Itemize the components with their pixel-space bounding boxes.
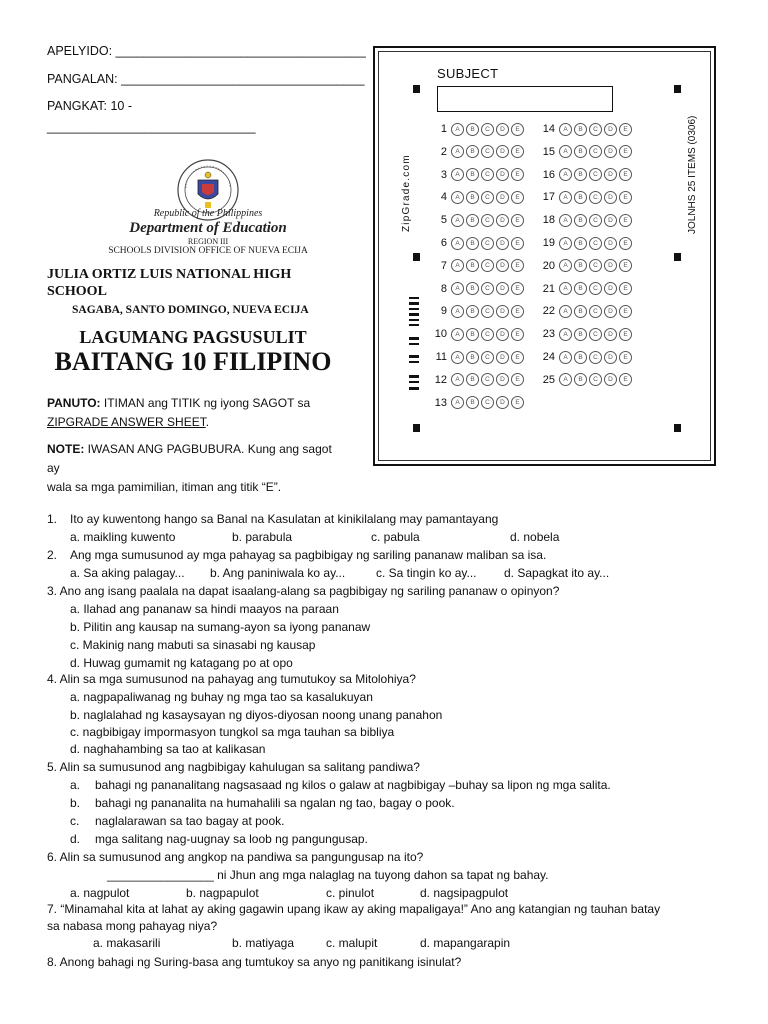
answer-bubble[interactable]: B [574,373,587,386]
q1-choice-d: d. nobela [510,530,560,544]
q3-choice-c: c. Makinig nang mabuti sa sinasabi ng kausap [70,638,316,652]
pangkat-field[interactable]: PANGKAT: 10 - [47,99,132,113]
zipgrade-sheet-ref: ZIPGRADE ANSWER SHEET [47,415,206,429]
answer-bubble[interactable]: B [574,282,587,295]
answer-bubble[interactable]: D [496,168,509,181]
answer-bubble[interactable]: D [496,145,509,158]
republic-text: Republic of the Philippines [153,208,263,219]
answer-bubble[interactable]: B [574,123,587,136]
answer-bubble[interactable]: C [481,328,494,341]
q4-choice-a: a. nagpapaliwanag ng buhay ng mga tao sa kasalukuyan [70,690,373,704]
answer-row-number: 5 [440,214,447,227]
answer-sheet-inner [378,51,711,461]
apelyido-field[interactable]: APELYIDO: ____________________________________ [47,44,366,58]
answer-bubble[interactable]: C [481,373,494,386]
answer-bubble[interactable]: A [559,328,572,341]
note-label: NOTE: [47,442,85,456]
answer-row [431,396,526,410]
answer-bubble[interactable]: B [466,237,479,250]
answer-bubble[interactable]: B [466,145,479,158]
answer-bubble[interactable]: E [619,328,632,341]
answer-bubble[interactable]: C [589,282,602,295]
q4-choice-d: d. naghahambing sa tao at kalikasan [70,742,266,756]
answer-bubble[interactable]: E [511,328,524,341]
subject-input-box[interactable] [437,86,613,112]
answer-bubble[interactable]: C [481,282,494,295]
answer-bubble[interactable]: E [511,396,524,409]
answer-bubble[interactable]: C [589,191,602,204]
answer-bubble[interactable]: D [604,259,617,272]
answer-bubble[interactable]: E [619,191,632,204]
answer-bubble[interactable]: E [511,259,524,272]
q4-stem: 4. Alin sa mga sumusunod na pahayag ang tumutukoy sa Mitolohiya? [47,672,416,686]
answer-bubble[interactable]: E [511,123,524,136]
answer-bubble[interactable]: E [619,237,632,250]
answer-bubble[interactable]: A [559,282,572,295]
answer-bubble[interactable]: A [559,351,572,364]
q7-choice-c: c. malupit [326,936,378,950]
answer-row-number: 16 [542,168,555,181]
answer-bubble[interactable]: B [466,396,479,409]
q4-choice-c: c. nagbibigay impormasyon tungkol sa mga tauhan sa bibliya [70,725,395,739]
q6-stem: 6. Alin sa sumusunod ang angkop na pandiwa sa pangungusap na ito? [47,850,424,864]
q5-choice-b: bahagi ng pananalita na humahalili sa ngalan ng tao, bagay o pook. [95,796,455,810]
pangkat-line: ______________________________ [47,120,256,134]
q1-stem: Ito ay kuwentong hango sa Banal na Kasulatan at kinikilalang may pamantayang [70,512,499,526]
q7-stem: 7. “Minamahal kita at lahat ay aking gagawin upang ikaw ay aking mapaligaya!” Ano ang katangian ng tauhan batay [47,902,661,916]
answer-bubble[interactable]: D [604,168,617,181]
answer-bubble[interactable]: E [619,123,632,136]
answer-row-number: 19 [542,237,555,249]
q3-choice-b: b. Pilitin ang kausap na sumang-ayon sa iyong pananaw [70,620,371,634]
answer-bubble[interactable]: C [589,259,602,272]
answer-bubble[interactable]: D [496,191,509,204]
q2-choice-a: a. Sa aking palagay... [70,566,185,580]
q5-label-a: a. [70,778,81,792]
answer-bubble[interactable]: C [589,305,602,318]
q7-stem-2: sa nabasa mong pahayag niya? [47,919,218,933]
answer-bubble[interactable]: C [481,305,494,318]
answer-bubble[interactable]: B [466,259,479,272]
answer-row-number: 8 [440,282,447,295]
answer-row [539,168,634,182]
q3-choice-a: a. Ilahad ang pananaw sa hindi maayos na paraan [70,602,339,616]
answer-row-number: 6 [440,237,447,249]
answer-row [539,282,634,296]
alignment-mark [413,424,420,432]
panuto-text: ITIMAN ang TITIK ng iyong SAGOT sa [100,396,311,410]
answer-bubble[interactable]: B [574,351,587,364]
answer-bubble[interactable]: B [574,328,587,341]
answer-bubble[interactable]: A [451,237,464,250]
answer-bubble[interactable]: A [559,145,572,158]
answer-bubble[interactable]: D [496,259,509,272]
answer-bubble[interactable]: C [589,328,602,341]
answer-bubble[interactable]: C [481,145,494,158]
q5-stem: 5. Alin sa sumusunod ang nagbibigay kahulugan sa salitang pandiwa? [47,760,420,774]
answer-row-number: 2 [440,145,447,158]
answer-bubble[interactable]: D [496,328,509,341]
answer-row-number: 25 [542,373,555,386]
answer-bubble[interactable]: A [451,123,464,136]
q1-choice-c: c. pabula [371,530,420,544]
grade-subject-title: BAITANG 10 FILIPINO [54,347,332,376]
answer-bubble[interactable]: B [574,237,587,250]
answer-bubble[interactable]: B [466,351,479,364]
answer-bubble[interactable]: D [604,237,617,250]
answer-row [431,122,526,136]
answer-bubble[interactable]: B [574,168,587,181]
answer-bubble[interactable]: B [466,168,479,181]
q6-sentence: ________________ ni Jhun ang mga nalaglag na tuyong dahon sa tapat ng bahay. [107,868,549,882]
panuto-block [47,394,347,432]
answer-row [431,236,526,250]
answer-bubble[interactable]: C [481,123,494,136]
note-block [47,440,347,497]
answer-bubble[interactable]: C [481,214,494,227]
q3-choice-d: d. Huwag gumamit ng katagang po at opo [70,656,293,670]
answer-bubble[interactable]: E [511,237,524,250]
answer-bubble[interactable]: C [589,373,602,386]
answer-bubble[interactable]: D [496,351,509,364]
q2-choice-c: c. Sa tingin ko ay... [376,566,477,580]
q5-choice-c: naglalarawan sa tao bagay at pook. [95,814,285,828]
q2-number: 2. [47,548,58,562]
answer-row [539,213,634,227]
answer-bubble[interactable]: A [451,305,464,318]
answer-bubble[interactable]: E [619,145,632,158]
answer-bubble[interactable]: B [466,305,479,318]
school-address: SAGABA, SANTO DOMINGO, NUEVA ECIJA [72,304,309,316]
q8-stem: 8. Anong bahagi ng Suring-basa ang tumtukoy sa anyo ng panitikang isinulat? [47,955,462,969]
q3-stem: 3. Ano ang isang paalala na dapat isaalang-alang sa pagbibigay ng sariling pananaw o opinyon? [47,584,560,598]
answer-bubble[interactable]: B [574,145,587,158]
answer-row-number: 4 [440,191,447,204]
q5-choice-a: bahagi ng pananalitang nagsasaad ng kilos o galaw at nagbibigay –buhay sa lipon ng mga salita. [95,778,611,792]
answer-row [431,304,526,318]
answer-row-number: 10 [434,328,447,341]
answer-bubble[interactable]: C [481,237,494,250]
answer-bubble[interactable]: A [451,396,464,409]
q5-label-c: c. [70,814,80,828]
answer-row [431,259,526,273]
answer-bubble[interactable]: D [604,328,617,341]
department-text: Department of Education [129,220,287,236]
panuto-label: PANUTO: [47,396,101,410]
q6-choice-d: d. nagsipagpulot [420,886,509,900]
q1-number: 1. [47,512,58,526]
q5-label-b: b. [70,796,81,810]
answer-bubble[interactable]: B [466,328,479,341]
answer-bubble[interactable]: E [511,282,524,295]
answer-row [431,350,526,364]
answer-bubble[interactable]: A [559,214,572,227]
answer-bubble[interactable]: C [481,351,494,364]
answer-bubble[interactable]: D [496,282,509,295]
panuto-end: . [205,415,210,429]
answer-row [539,190,634,204]
answer-bubble[interactable]: E [511,351,524,364]
answer-row [539,259,634,273]
answer-bubble[interactable]: D [604,191,617,204]
q7-choice-b: b. matiyaga [232,936,295,950]
answer-bubble[interactable]: A [451,373,464,386]
answer-bubble[interactable]: A [451,145,464,158]
answer-bubble[interactable]: D [496,373,509,386]
answer-bubble[interactable]: B [466,191,479,204]
zipgrade-answer-sheet [373,46,716,466]
answer-bubble[interactable]: B [466,282,479,295]
answer-bubble[interactable]: B [574,191,587,204]
q6-choice-c: c. pinulot [326,886,375,900]
answer-bubble[interactable]: E [511,214,524,227]
q1-choice-b: b. parabula [232,530,293,544]
answer-bubble[interactable]: C [481,191,494,204]
answer-bubble[interactable]: D [604,145,617,158]
alignment-mark [674,424,681,432]
answer-row-number: 9 [440,305,447,318]
answer-bubble[interactable]: D [604,305,617,318]
answer-bubble[interactable]: A [559,305,572,318]
answer-row [431,282,526,296]
division-text: SCHOOLS DIVISION OFFICE OF NUEVA ECIJA [108,246,308,256]
answer-row-number: 14 [542,123,555,135]
answer-bubble[interactable]: D [604,123,617,136]
answer-bubble[interactable]: A [559,168,572,181]
answer-row [431,190,526,204]
answer-bubble[interactable]: A [451,168,464,181]
answer-bubble[interactable]: C [481,396,494,409]
answer-bubble[interactable]: E [619,282,632,295]
note-text-2: wala sa mga pamimilian, itiman ang titik “E”. [47,480,282,494]
note-text: IWASAN ANG PAGBUBURA. Kung ang sagot ay [47,442,332,475]
answer-bubble[interactable]: E [619,305,632,318]
answer-bubble[interactable]: B [574,259,587,272]
answer-bubble[interactable]: A [559,123,572,136]
answer-bubble[interactable]: E [511,145,524,158]
region-text: REGION III [187,237,229,246]
answer-row [539,236,634,250]
answer-bubble[interactable]: B [574,305,587,318]
answer-bubble[interactable]: C [589,123,602,136]
answer-row-number: 15 [542,145,555,158]
answer-row-number: 22 [542,305,555,318]
answer-row-number: 18 [542,214,555,227]
answer-row-number: 23 [542,328,555,341]
answer-bubble[interactable]: B [466,214,479,227]
q4-choice-b: b. naglalahad ng kasaysayan ng diyos-diyosan noong unang panahon [70,708,443,722]
answer-row [431,373,526,387]
answer-row-number: 17 [542,191,555,204]
answer-row-number: 21 [542,282,555,295]
answer-bubble[interactable]: D [496,237,509,250]
answer-bubble[interactable]: A [559,373,572,386]
answer-bubble[interactable]: E [619,259,632,272]
answer-bubble[interactable]: C [589,145,602,158]
timing-marks [409,297,421,397]
q7-choice-d: d. mapangarapin [420,936,511,950]
answer-row [539,122,634,136]
alignment-mark [413,85,420,93]
alignment-mark [674,85,681,93]
answer-bubble[interactable]: A [451,328,464,341]
answer-row-number: 13 [434,396,447,409]
answer-bubble[interactable]: A [451,259,464,272]
q6-choice-b: b. nagpapulot [186,886,259,900]
pangalan-field[interactable]: PANGALAN: ___________________________________ [47,72,365,86]
exam-title: LAGUMANG PAGSUSULIT [79,327,307,347]
q1-choice-a: a. maikling kuwento [70,530,176,544]
answer-bubble[interactable]: C [589,351,602,364]
answer-bubble[interactable]: E [511,168,524,181]
answer-row [539,145,634,159]
answer-bubble[interactable]: E [619,351,632,364]
alignment-mark [413,253,420,261]
answer-row [539,373,634,387]
answer-bubble[interactable]: A [559,191,572,204]
sheet-code-label: JOLNHS 25 ITEMS (0306) [687,115,698,234]
answer-bubble[interactable]: E [619,168,632,181]
answer-bubble[interactable]: A [559,237,572,250]
answer-bubble[interactable]: B [466,123,479,136]
q6-choice-a: a. nagpulot [70,886,130,900]
answer-bubble[interactable]: A [451,191,464,204]
answer-bubble[interactable]: A [451,214,464,227]
answer-row-number: 1 [440,123,447,135]
answer-row [539,327,634,341]
answer-bubble[interactable]: E [511,191,524,204]
answer-row-number: 11 [435,351,447,363]
answer-bubble[interactable]: E [619,214,632,227]
answer-row-number: 7 [440,259,447,272]
answer-row-number: 24 [542,351,555,363]
answer-bubble[interactable]: D [604,282,617,295]
zipgrade-branding: ZipGrade.com [401,154,412,232]
answer-bubble[interactable]: C [589,237,602,250]
answer-bubble[interactable]: C [481,259,494,272]
answer-bubble[interactable]: E [511,305,524,318]
answer-bubble[interactable]: C [589,214,602,227]
answer-bubble[interactable]: A [559,259,572,272]
q2-stem: Ang mga sumusunod ay mga pahayag sa pagbibigay ng sariling pananaw maliban sa isa. [70,548,547,562]
answer-bubble[interactable]: D [496,123,509,136]
answer-bubble[interactable]: B [466,373,479,386]
answer-row [539,350,634,364]
q2-choice-d: d. Sapagkat ito ay... [504,566,610,580]
q7-choice-a: a. makasarili [93,936,161,950]
q2-choice-b: b. Ang paniniwala ko ay... [210,566,346,580]
answer-bubble[interactable]: D [496,396,509,409]
answer-row [431,213,526,227]
answer-row [431,145,526,159]
q5-choice-d: mga salitang nag-uugnay sa loob ng pangungusap. [95,832,368,846]
answer-bubble[interactable]: D [496,214,509,227]
q5-label-d: d. [70,832,81,846]
answer-row [431,168,526,182]
answer-bubble[interactable]: E [511,373,524,386]
answer-bubble[interactable]: D [604,373,617,386]
alignment-mark [674,253,681,261]
answer-bubble[interactable]: D [604,214,617,227]
answer-bubble[interactable]: B [574,214,587,227]
answer-row-number: 12 [434,373,447,386]
answer-bubble[interactable]: E [619,373,632,386]
answer-row-number: 20 [542,259,555,272]
school-name: JULIA ORTIZ LUIS NATIONAL HIGH SCHOOL [47,267,292,299]
answer-bubble[interactable]: D [496,305,509,318]
answer-bubble[interactable]: C [481,168,494,181]
answer-bubble[interactable]: A [451,351,464,364]
answer-row-number: 3 [440,168,447,181]
answer-bubble[interactable]: C [589,168,602,181]
answer-row [431,327,526,341]
answer-bubble[interactable]: D [604,351,617,364]
subject-label: SUBJECT [437,66,499,81]
answer-bubble[interactable]: A [451,282,464,295]
answer-row [539,304,634,318]
